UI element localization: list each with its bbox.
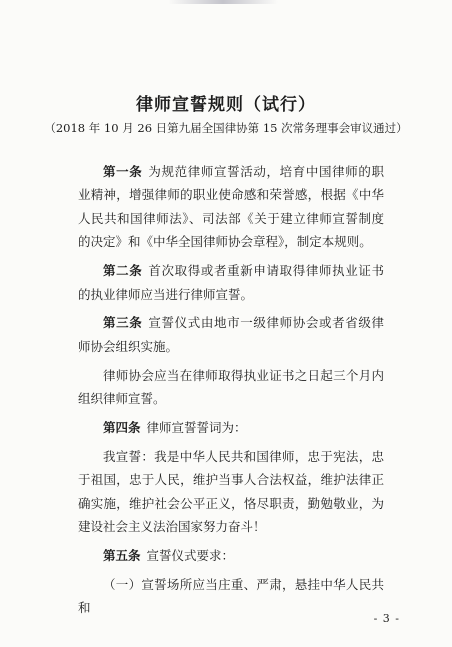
paragraph-text: 为规范律师宣誓活动，培育中国律师的职业精神，增强律师的职业使命感和荣誉感，根据《中华人民共和国律师法》、司法部《关于建立律师宣誓制度的决定》和《中华全国律师协会章程》，制定本规则。 xyxy=(78,164,384,250)
paragraph-text: 宣誓仪式要求： xyxy=(146,548,235,564)
document-body xyxy=(78,160,384,625)
paragraph-article-5 xyxy=(78,544,384,567)
page-number: - 3 - xyxy=(373,612,400,625)
article-label: 第四条 xyxy=(103,420,141,436)
document-title: 律师宣誓规则（试行） xyxy=(136,95,316,115)
article-label: 第一条 xyxy=(103,164,143,179)
paragraph-article-5-item-1 xyxy=(78,573,384,620)
paragraph-oath xyxy=(78,445,384,539)
paragraph-article-3 xyxy=(78,311,384,358)
article-label: 第二条 xyxy=(103,263,143,279)
article-label: 第五条 xyxy=(103,548,141,564)
paragraph-text: 宣誓仪式由地市一级律师协会或者省级律师协会组织实施。 xyxy=(78,315,384,354)
paragraph-article-3-cont xyxy=(78,364,384,411)
article-label: 第三条 xyxy=(103,315,143,331)
paragraph-article-2 xyxy=(78,259,384,306)
paragraph-text: 律师协会应当在律师取得执业证书之日起三个月内组织律师宣誓。 xyxy=(78,367,384,407)
paragraph-article-4 xyxy=(78,416,384,439)
scan-smudge xyxy=(168,0,278,4)
paragraph-text: 我宣誓：我是中华人民共和国律师，忠于宪法，忠于祖国，忠于人民，维护当事人合法权益，维护法律正确实施，维护社会公平正义，恪尽职责，勤勉敬业，为建设社会主义法治国家努力奋斗！ xyxy=(78,448,384,535)
paragraph-text: （一）宣誓场所应当庄重、严肃，悬挂中华人民共和 xyxy=(78,577,384,616)
paragraph-text: 律师宣誓誓词为： xyxy=(146,420,247,436)
document-subtitle: （2018 年 10 月 26 日第九届全国律协第 15 次常务理事会审议通过） xyxy=(44,121,408,135)
paragraph-text: 首次取得或者重新申请取得律师执业证书的执业律师应当进行律师宣誓。 xyxy=(78,263,384,302)
paragraph-article-1 xyxy=(78,160,384,254)
